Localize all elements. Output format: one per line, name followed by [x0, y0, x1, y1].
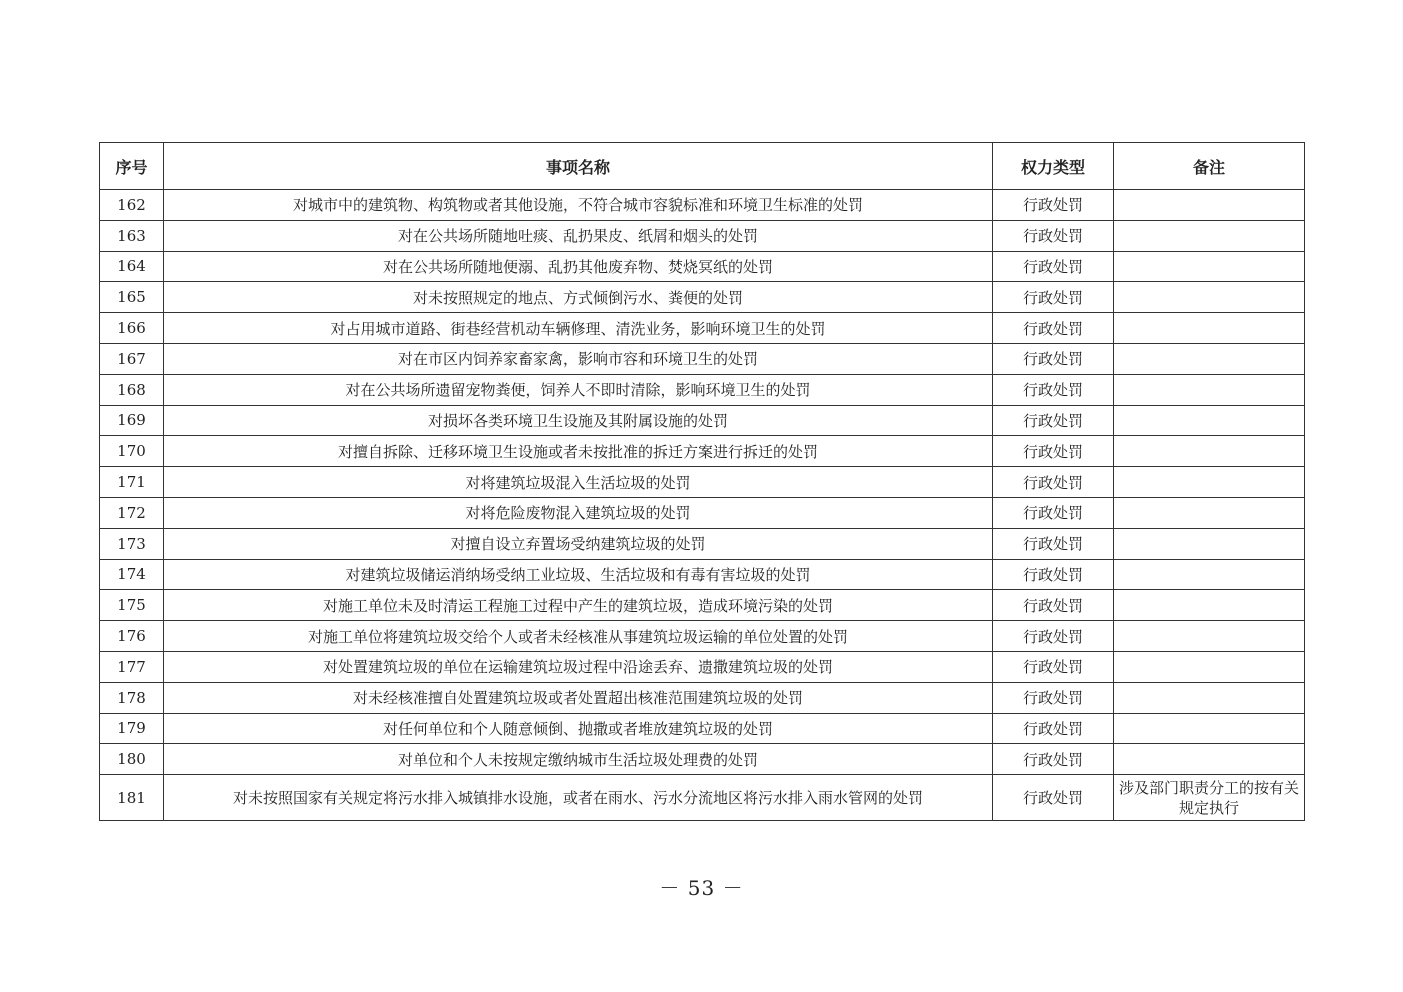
row-power-type: 行政处罚: [993, 374, 1114, 405]
row-item-name: 对未经核准擅自处置建筑垃圾或者处置超出核准范围建筑垃圾的处罚: [164, 682, 993, 713]
table-row: [100, 528, 1305, 559]
row-serial-number: 177: [100, 651, 164, 682]
row-remarks: [1114, 436, 1305, 467]
row-power-type: 行政处罚: [993, 559, 1114, 590]
row-remarks: [1114, 374, 1305, 405]
row-power-type: 行政处罚: [993, 282, 1114, 313]
row-serial-number: 181: [100, 775, 164, 821]
row-serial-number: 165: [100, 282, 164, 313]
table-row: [100, 190, 1305, 221]
row-power-type: 行政处罚: [993, 467, 1114, 498]
enforcement-items-table: [99, 142, 1305, 821]
row-serial-number: 162: [100, 190, 164, 221]
row-power-type: 行政处罚: [993, 651, 1114, 682]
row-power-type: 行政处罚: [993, 682, 1114, 713]
row-power-type: 行政处罚: [993, 251, 1114, 282]
table-row: [100, 220, 1305, 251]
row-item-name: 对将危险废物混入建筑垃圾的处罚: [164, 497, 993, 528]
table-row: [100, 744, 1305, 775]
row-serial-number: 167: [100, 343, 164, 374]
row-power-type: 行政处罚: [993, 497, 1114, 528]
row-serial-number: 163: [100, 220, 164, 251]
row-serial-number: 175: [100, 590, 164, 621]
row-item-name: 对将建筑垃圾混入生活垃圾的处罚: [164, 467, 993, 498]
row-remarks: [1114, 713, 1305, 744]
row-power-type: 行政处罚: [993, 775, 1114, 821]
row-serial-number: 174: [100, 559, 164, 590]
row-item-name: 对在市区内饲养家畜家禽，影响市容和环境卫生的处罚: [164, 343, 993, 374]
row-item-name: 对在公共场所随地吐痰、乱扔果皮、纸屑和烟头的处罚: [164, 220, 993, 251]
row-remarks: [1114, 343, 1305, 374]
row-remarks: [1114, 528, 1305, 559]
table-row: [100, 559, 1305, 590]
row-power-type: 行政处罚: [993, 528, 1114, 559]
row-serial-number: 180: [100, 744, 164, 775]
table-row: [100, 651, 1305, 682]
row-serial-number: 172: [100, 497, 164, 528]
row-serial-number: 164: [100, 251, 164, 282]
row-power-type: 行政处罚: [993, 220, 1114, 251]
row-item-name: 对损坏各类环境卫生设施及其附属设施的处罚: [164, 405, 993, 436]
table-row: [100, 467, 1305, 498]
header-power-type: 权力类型: [993, 143, 1114, 190]
row-item-name: 对处置建筑垃圾的单位在运输建筑垃圾过程中沿途丢弃、遗撒建筑垃圾的处罚: [164, 651, 993, 682]
row-item-name: 对建筑垃圾储运消纳场受纳工业垃圾、生活垃圾和有毒有害垃圾的处罚: [164, 559, 993, 590]
row-item-name: 对施工单位未及时清运工程施工过程中产生的建筑垃圾，造成环境污染的处罚: [164, 590, 993, 621]
row-serial-number: 166: [100, 313, 164, 344]
table-header-row: [100, 143, 1305, 190]
row-item-name: 对占用城市道路、街巷经营机动车辆修理、清洗业务，影响环境卫生的处罚: [164, 313, 993, 344]
table-row: [100, 282, 1305, 313]
row-serial-number: 171: [100, 467, 164, 498]
row-power-type: 行政处罚: [993, 313, 1114, 344]
row-remarks: [1114, 559, 1305, 590]
row-remarks: [1114, 621, 1305, 652]
row-item-name: 对未按照国家有关规定将污水排入城镇排水设施，或者在雨水、污水分流地区将污水排入雨水管网的处罚: [164, 775, 993, 821]
row-remarks: [1114, 405, 1305, 436]
row-power-type: 行政处罚: [993, 405, 1114, 436]
row-remarks: [1114, 190, 1305, 221]
row-remarks: [1114, 467, 1305, 498]
row-remarks: 涉及部门职责分工的按有关规定执行: [1114, 775, 1305, 821]
table-row: [100, 621, 1305, 652]
row-item-name: 对任何单位和个人随意倾倒、抛撒或者堆放建筑垃圾的处罚: [164, 713, 993, 744]
row-power-type: 行政处罚: [993, 744, 1114, 775]
table-row: [100, 497, 1305, 528]
row-power-type: 行政处罚: [993, 590, 1114, 621]
row-item-name: 对施工单位将建筑垃圾交给个人或者未经核准从事建筑垃圾运输的单位处置的处罚: [164, 621, 993, 652]
row-power-type: 行政处罚: [993, 343, 1114, 374]
table-row: [100, 436, 1305, 467]
row-serial-number: 170: [100, 436, 164, 467]
table-row: [100, 313, 1305, 344]
row-power-type: 行政处罚: [993, 190, 1114, 221]
header-remarks: 备注: [1114, 143, 1305, 190]
table-row: [100, 775, 1305, 821]
table-row: [100, 682, 1305, 713]
row-remarks: [1114, 313, 1305, 344]
row-remarks: [1114, 251, 1305, 282]
row-remarks: [1114, 651, 1305, 682]
row-item-name: 对城市中的建筑物、构筑物或者其他设施，不符合城市容貌标准和环境卫生标准的处罚: [164, 190, 993, 221]
table-row: [100, 374, 1305, 405]
row-item-name: 对擅自拆除、迁移环境卫生设施或者未按批准的拆迁方案进行拆迁的处罚: [164, 436, 993, 467]
row-item-name: 对擅自设立弃置场受纳建筑垃圾的处罚: [164, 528, 993, 559]
row-serial-number: 169: [100, 405, 164, 436]
header-item-name: 事项名称: [164, 143, 993, 190]
table-row: [100, 251, 1305, 282]
row-power-type: 行政处罚: [993, 436, 1114, 467]
row-item-name: 对在公共场所随地便溺、乱扔其他废弃物、焚烧冥纸的处罚: [164, 251, 993, 282]
row-serial-number: 176: [100, 621, 164, 652]
row-power-type: 行政处罚: [993, 713, 1114, 744]
row-remarks: [1114, 282, 1305, 313]
table-row: [100, 713, 1305, 744]
row-remarks: [1114, 682, 1305, 713]
table-row: [100, 590, 1305, 621]
row-remarks: [1114, 744, 1305, 775]
row-power-type: 行政处罚: [993, 621, 1114, 652]
row-item-name: 对在公共场所遗留宠物粪便，饲养人不即时清除，影响环境卫生的处罚: [164, 374, 993, 405]
row-serial-number: 178: [100, 682, 164, 713]
table-row: [100, 343, 1305, 374]
page-number: － 53 －: [659, 876, 744, 900]
row-serial-number: 168: [100, 374, 164, 405]
row-serial-number: 179: [100, 713, 164, 744]
row-remarks: [1114, 497, 1305, 528]
header-serial-number: 序号: [100, 143, 164, 190]
row-remarks: [1114, 220, 1305, 251]
row-item-name: 对未按照规定的地点、方式倾倒污水、粪便的处罚: [164, 282, 993, 313]
row-remarks: [1114, 590, 1305, 621]
table-row: [100, 405, 1305, 436]
row-item-name: 对单位和个人未按规定缴纳城市生活垃圾处理费的处罚: [164, 744, 993, 775]
row-serial-number: 173: [100, 528, 164, 559]
